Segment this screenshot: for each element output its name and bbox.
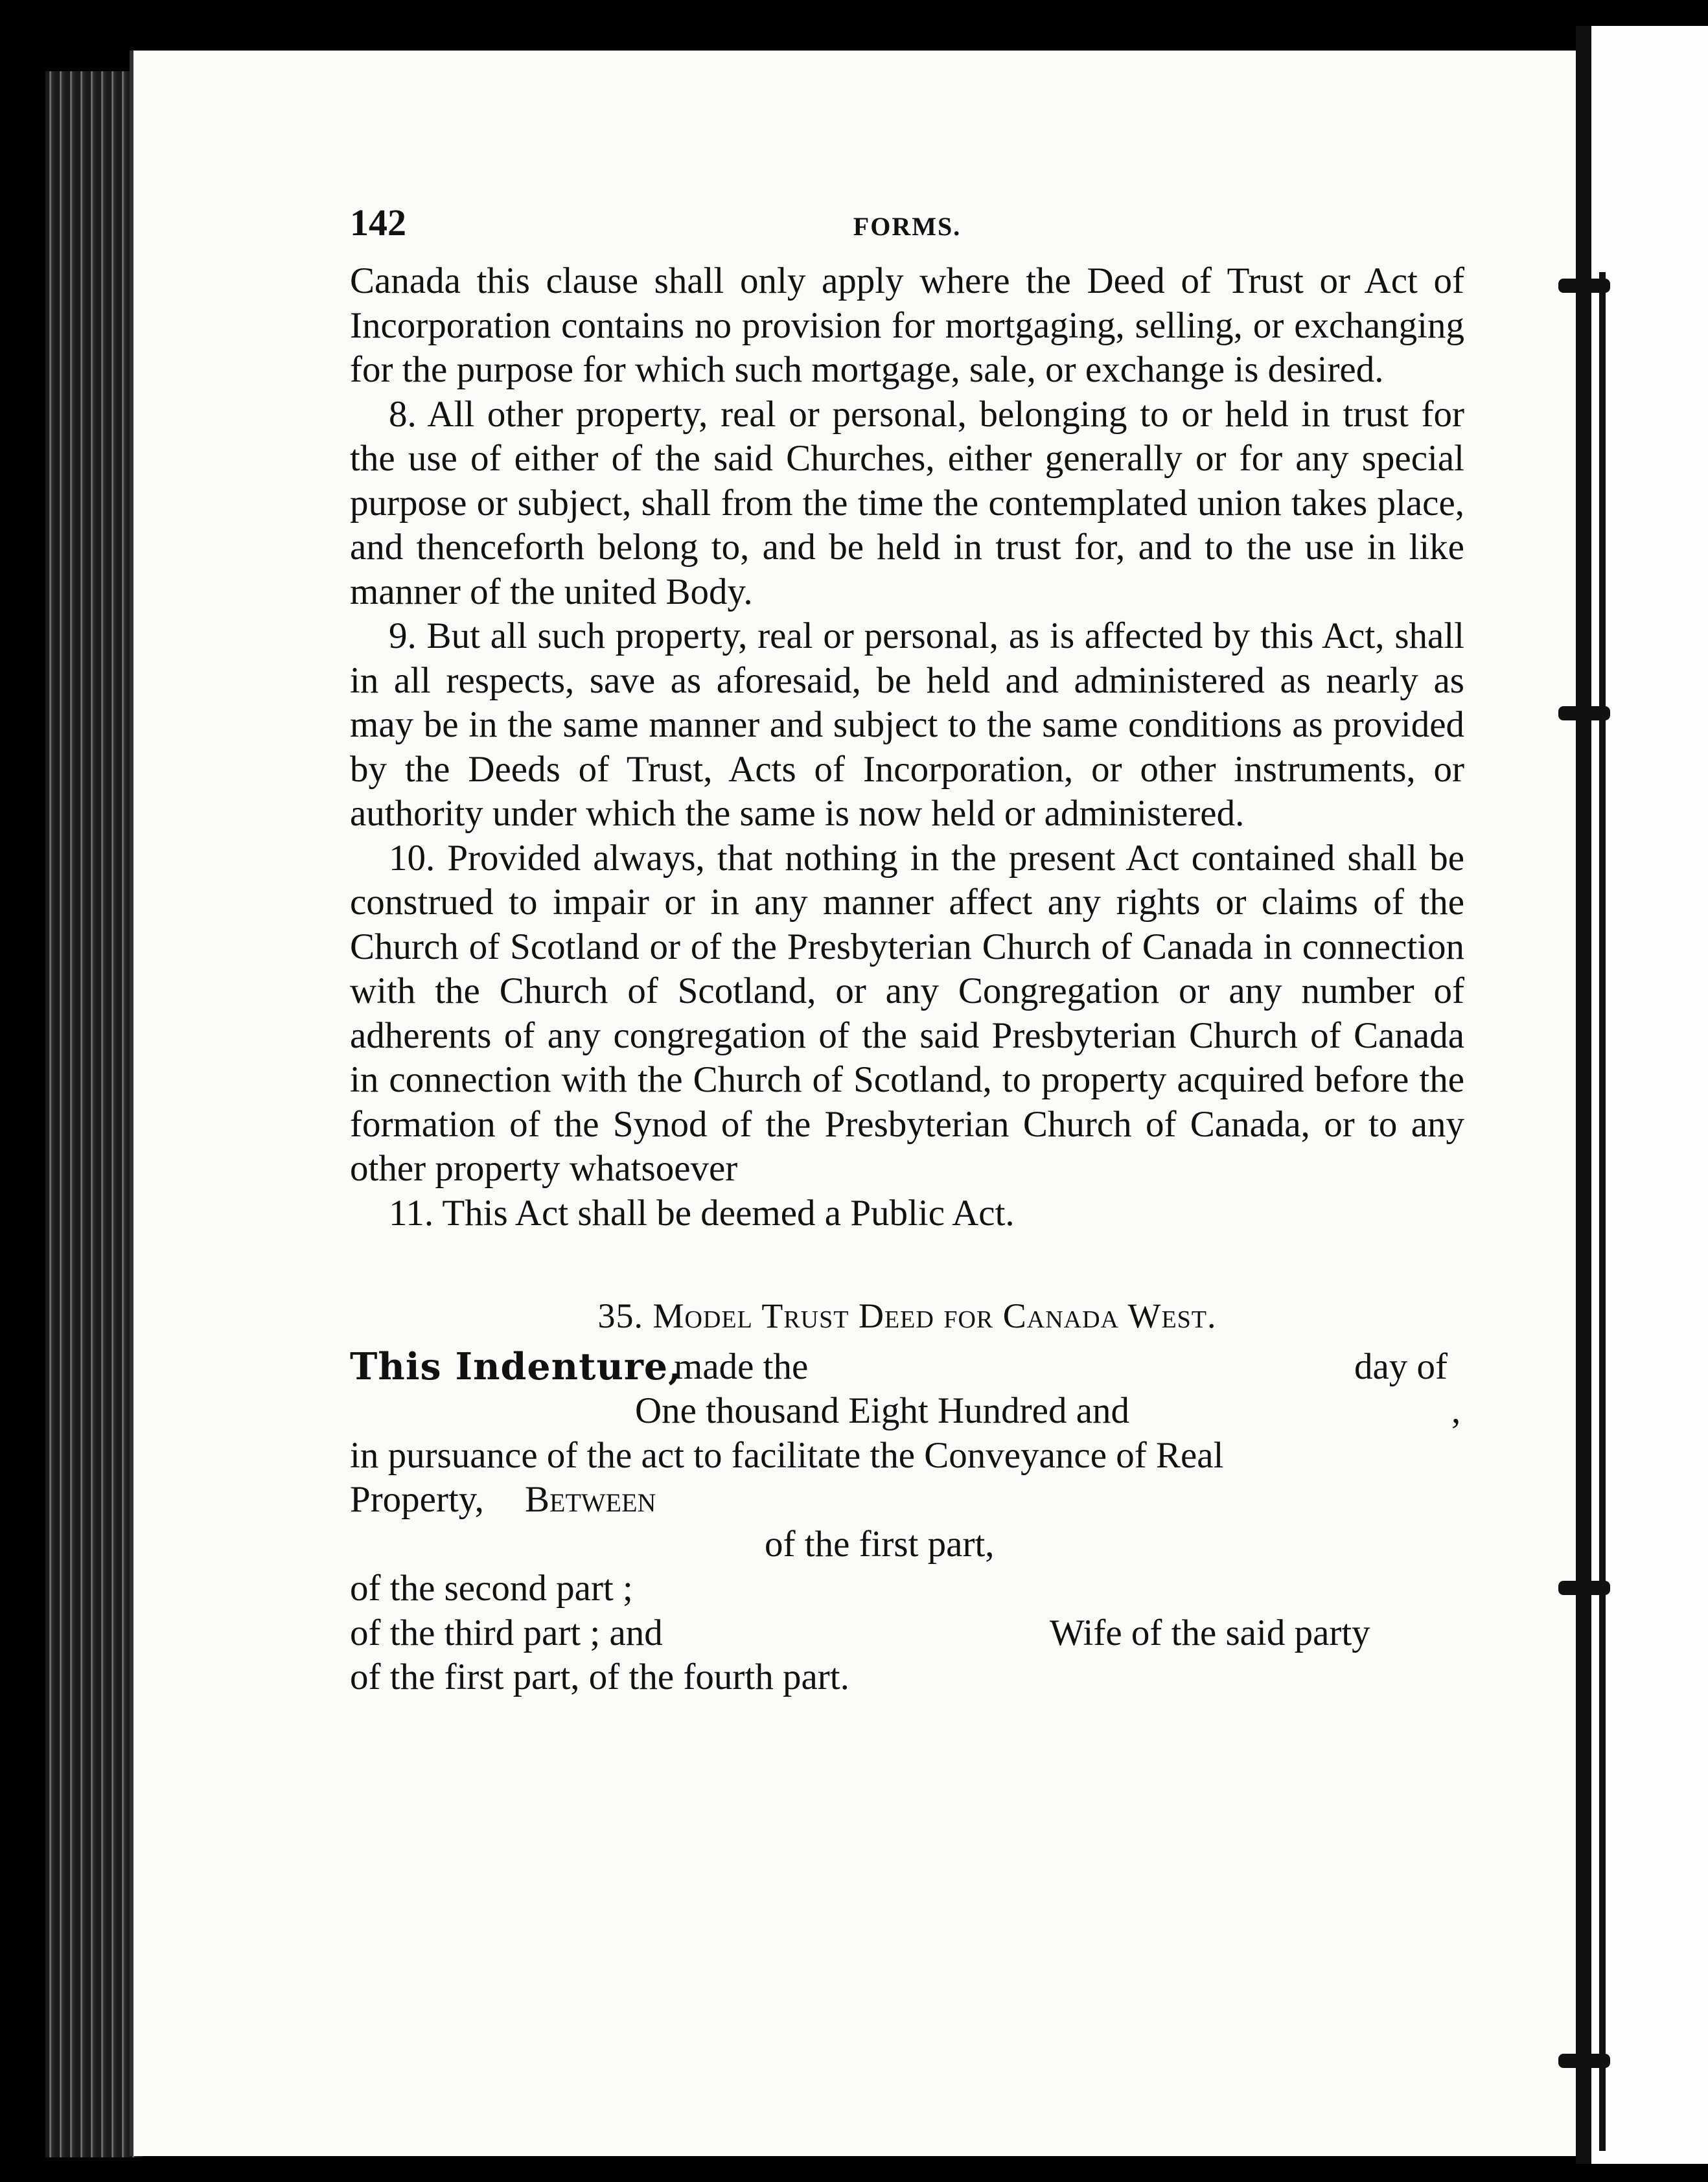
page-text [350,201,1464,1700]
binding-thread [1599,272,1606,2151]
form-line-7 [350,1611,1464,1656]
form-line-3 [350,1434,1464,1478]
form-text: of the third part ; and [350,1612,663,1653]
indenture-heading: This Indenture, [350,1344,682,1388]
paragraph-11: 11. This Act shall be deemed a Public Act. [389,1192,1015,1234]
form-text: in pursuance of the act to facilitate the Conveyance of Real [350,1434,1224,1476]
running-head: FORMS. [853,212,962,241]
form-line-2 [350,1389,1464,1434]
section-title: 35. Model Trust Deed for Canada West. [597,1296,1217,1335]
paragraph-continued: Canada this clause shall only apply where the Deed of Trust or Act of Incorporation contains no provision for mortgaging, selling, or exchanging for the purpose for which such mortgage, sale, or exchange is desired. [350,260,1464,390]
binding-stitch [1558,706,1610,720]
binding-stitch [1558,279,1610,293]
paragraph-8: 8. All other property, real or personal, belonging to or held in trust for the use of either of the said Churches, either generally or for any special purpose or subject, shall from the time the contemplated union takes place, and thenceforth belong to, and be held in trust for, and to the use in like manner of the united Body. [350,393,1464,612]
form-text: of the first part, of the fourth part. [350,1657,849,1697]
form-text: of the first part, [765,1523,995,1565]
form-text: Wife of the said party [1050,1612,1370,1653]
form-text: , [1451,1390,1461,1431]
form-text: One thousand Eight Hundred and [635,1390,1130,1431]
form-text: Property, [350,1479,484,1520]
paragraph-10: 10. Provided always, that nothing in the present Act contained shall be construed to impair or in any manner affect any rights or claims of the Church of Scotland or of the Presbyterian Church of Canada in connection with the Church of Scotland, or any Congregation or any number of adherents of any congregation of the said Presbyterian Church of Canada in connection with the Church of Scotland, to property acquired before the formation of the Synod of the Presbyterian Church of Canada, or to any other property whatsoever [350,837,1464,1189]
form-text: of the second part ; [350,1568,633,1609]
page-number: 142 [350,201,406,244]
facing-page-gutter [1576,26,1708,2164]
page-edges [45,71,143,2157]
form-text-between: Between [525,1479,656,1520]
binding-stitch [1558,1581,1610,1595]
form-text: made the [674,1346,809,1387]
form-line-5 [350,1522,1464,1567]
form-line-8 [350,1655,1464,1700]
form-line-1 [350,1345,1464,1390]
page-header [350,201,1464,259]
paragraph-9: 9. But all such property, real or personal, as is affected by this Act, shall in all respects, save as aforesaid, be held and administered as nearly as may be in the same manner and subject to the same conditions as provided by the Deeds of Trust, Acts of Incorporation, or other instruments, or authority under which the same is now held or administered. [350,615,1464,834]
binding-stitch [1558,2054,1610,2068]
form-line-6 [350,1567,1464,1611]
form-text: day of [1354,1346,1448,1387]
form-line-4 [350,1478,1464,1522]
